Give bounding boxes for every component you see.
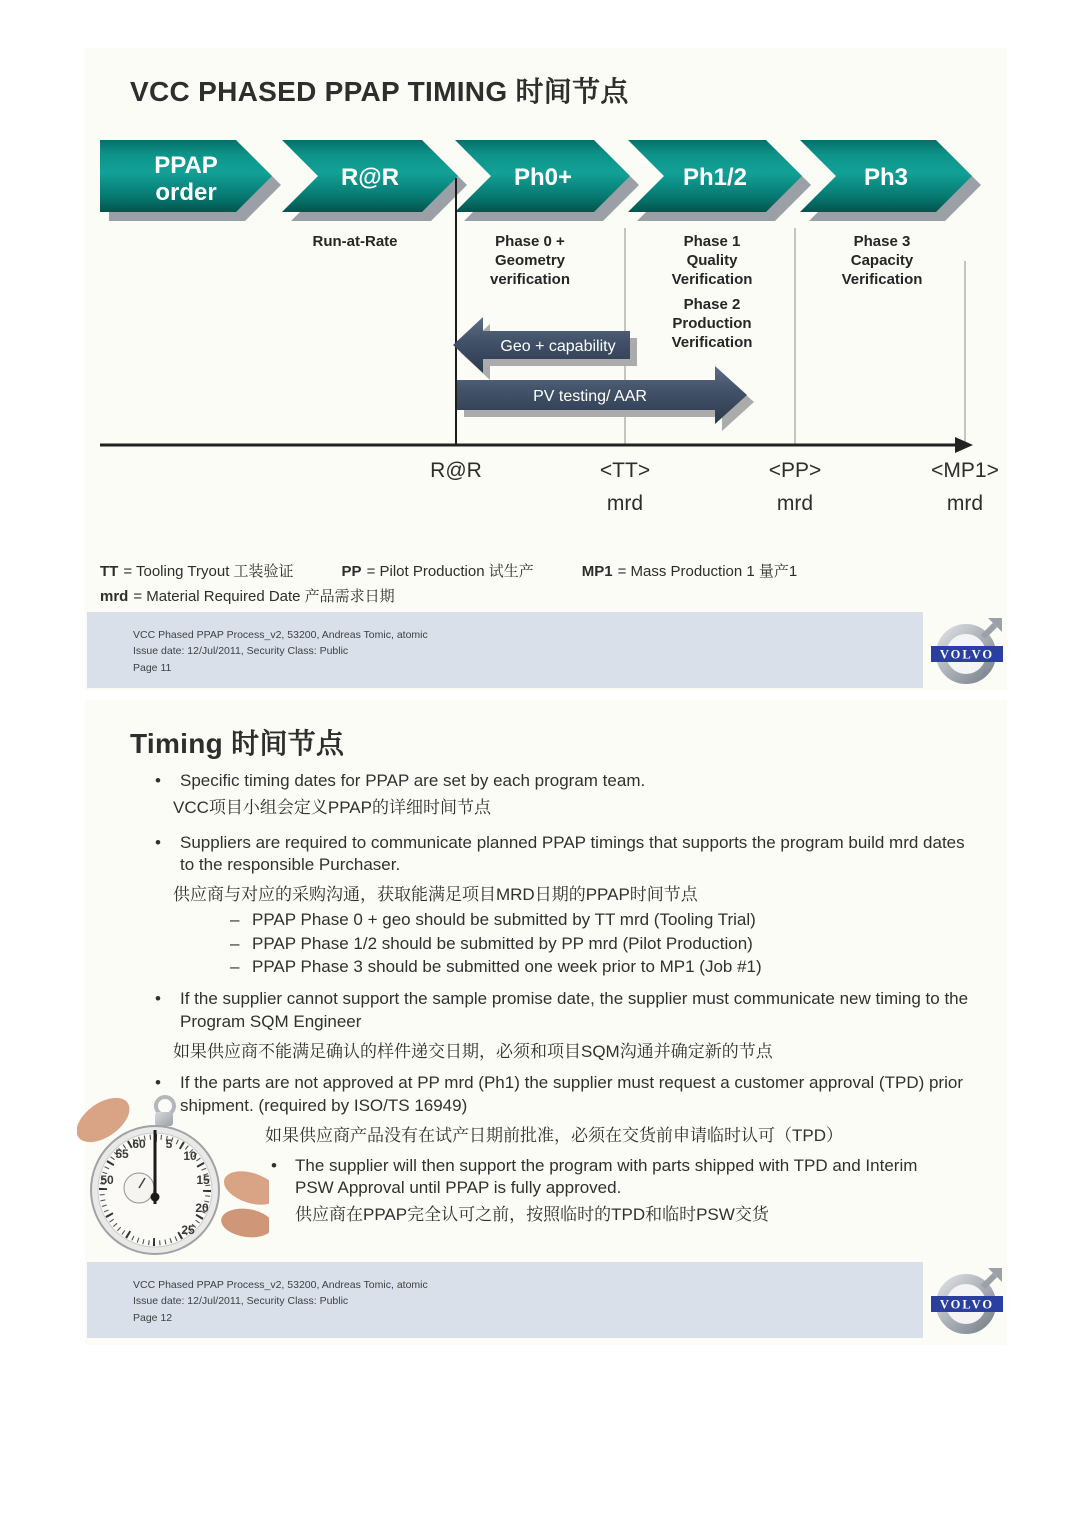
volvo-logo — [931, 614, 1005, 688]
bullet-item-cn: VCC项目小组会定义PPAP的详细时间节点 — [173, 797, 491, 817]
svg-text:25: 25 — [181, 1223, 195, 1237]
timeline-axis-arrowhead — [955, 437, 973, 453]
legend-mp1: MP1 = Mass Production 1 量产1 — [581, 563, 798, 580]
chevron-ppap-order-label-line1: PPAP — [154, 152, 218, 179]
pv-testing-label: PV testing/ AAR — [533, 388, 647, 405]
dash-item: – PPAP Phase 0 + geo should be submitted by TT mrd (Tooling Trial) — [230, 909, 756, 929]
slide2-footer-band — [87, 1262, 923, 1338]
svg-text:60: 60 — [132, 1137, 146, 1151]
volvo-logo — [931, 1264, 1005, 1338]
bullet-item-cn: 供应商与对应的采购沟通，获取能满足项目MRD日期的PPAP时间节点 — [173, 885, 698, 905]
svg-text:20: 20 — [195, 1201, 209, 1215]
axis-label-tt-mrd: mrd — [606, 492, 644, 515]
caption-run-at-rate: Run-at-Rate — [312, 233, 398, 250]
bullet-item-cn: 如果供应商不能满足确认的样件递交日期，必须和项目SQM沟通并确定新的节点 — [173, 1041, 773, 1061]
caption-phase2: Phase 2 Production Verification — [671, 296, 753, 351]
svg-text:55: 55 — [115, 1147, 129, 1161]
legend-tt: TT = Tooling Tryout 工装验证 — [100, 563, 294, 580]
chevron-ph12-label: Ph1/2 — [682, 164, 748, 191]
chevron-ppap-order-label-line2: order — [155, 179, 217, 206]
slide2-footer-text: VCC Phased PPAP Process_v2, 53200, Andreas Tomic, atomic Issue date: 12/Jul/2011, Security Class: Public Page 12 — [133, 1277, 428, 1326]
legend — [100, 560, 797, 610]
caption-phase3: Phase 3 Capacity Verification — [841, 233, 923, 288]
ppap-timing-diagram — [85, 133, 1007, 553]
chevron-ph3-label: Ph3 — [863, 164, 909, 191]
bullet-item: • If the parts are not approved at PP mrd (Ph1) the supplier must request a customer approval (TPD) prior shipment. (required by ISO/TS 16949) — [155, 1073, 963, 1116]
bullet-item: • Specific timing dates for PPAP are set by each program team. — [155, 771, 646, 790]
volvo-wordmark: VOLVO — [939, 1297, 995, 1312]
slide2-page-number: Page 12 — [133, 1311, 173, 1324]
legend-pp: PP = Pilot Production 试生产 — [341, 563, 534, 580]
axis-label-mp1-mrd: mrd — [946, 492, 984, 515]
slide2-title: Timing 时间节点 — [130, 728, 345, 759]
slide-ppap-timing — [85, 48, 1007, 690]
caption-phase0: Phase 0 + Geometry verification — [489, 233, 571, 288]
chevron-rar-label: R@R — [340, 164, 400, 191]
dash-item: – PPAP Phase 1/2 should be submitted by PP mrd (Pilot Production) — [230, 933, 753, 953]
svg-text:5: 5 — [165, 1137, 173, 1151]
volvo-arrow-shaft — [983, 1275, 995, 1287]
axis-label-tt: <TT> — [599, 459, 651, 482]
slide1-page-number: Page 11 — [133, 661, 172, 674]
volvo-wordmark: VOLVO — [939, 647, 995, 662]
axis-label-pp: <PP> — [768, 459, 822, 482]
volvo-arrow-shaft — [983, 625, 995, 637]
bullet-item-cn: 如果供应商产品没有在试产日期前批准，必须在交货前申请临时认可（TPD） — [265, 1125, 843, 1145]
dash-item: – PPAP Phase 3 should be submitted one week prior to MP1 (Job #1) — [230, 957, 762, 977]
bullet-item: • Suppliers are required to communicate planned PPAP timings that supports the program build mrd dates to the responsible Purchaser. — [155, 832, 965, 875]
axis-label-mp1: <MP1> — [931, 459, 999, 482]
bullet-item: • If the supplier cannot support the sample promise date, the supplier must communicate new timing to the Program SQM Engineer — [155, 989, 969, 1031]
slide1-footer-text: VCC Phased PPAP Process_v2, 53200, Andreas Tomic, atomic Issue date: 12/Jul/2011, Security Class: Public Page 11 — [133, 627, 428, 676]
sub-bullet-item: • The supplier will then support the program with parts shipped with TPD and Interim PSW Approval until PPAP is fully approved. — [271, 1155, 918, 1198]
legend-mrd: mrd = Material Required Date 产品需求日期 — [100, 588, 395, 605]
svg-text:50: 50 — [100, 1173, 114, 1187]
axis-label-rar: R@R — [430, 459, 482, 482]
slide1-footer-band — [87, 612, 923, 688]
svg-text:10: 10 — [183, 1149, 197, 1163]
svg-text:15: 15 — [196, 1173, 210, 1187]
geo-capability-label: Geo + capability — [500, 338, 616, 355]
axis-label-pp-mrd: mrd — [776, 492, 814, 515]
slide1-title: VCC PHASED PPAP TIMING 时间节点 — [130, 76, 629, 107]
chevron-ph0-label: Ph0+ — [513, 164, 573, 191]
slide-timing — [85, 700, 1007, 1345]
bullet-list — [85, 770, 975, 1231]
bullet-item-cn: 供应商在PPAP完全认可之前，按照临时的TPD和临时PSW交货 — [295, 1205, 769, 1225]
caption-phase1: Phase 1 Quality Verification — [671, 233, 753, 288]
